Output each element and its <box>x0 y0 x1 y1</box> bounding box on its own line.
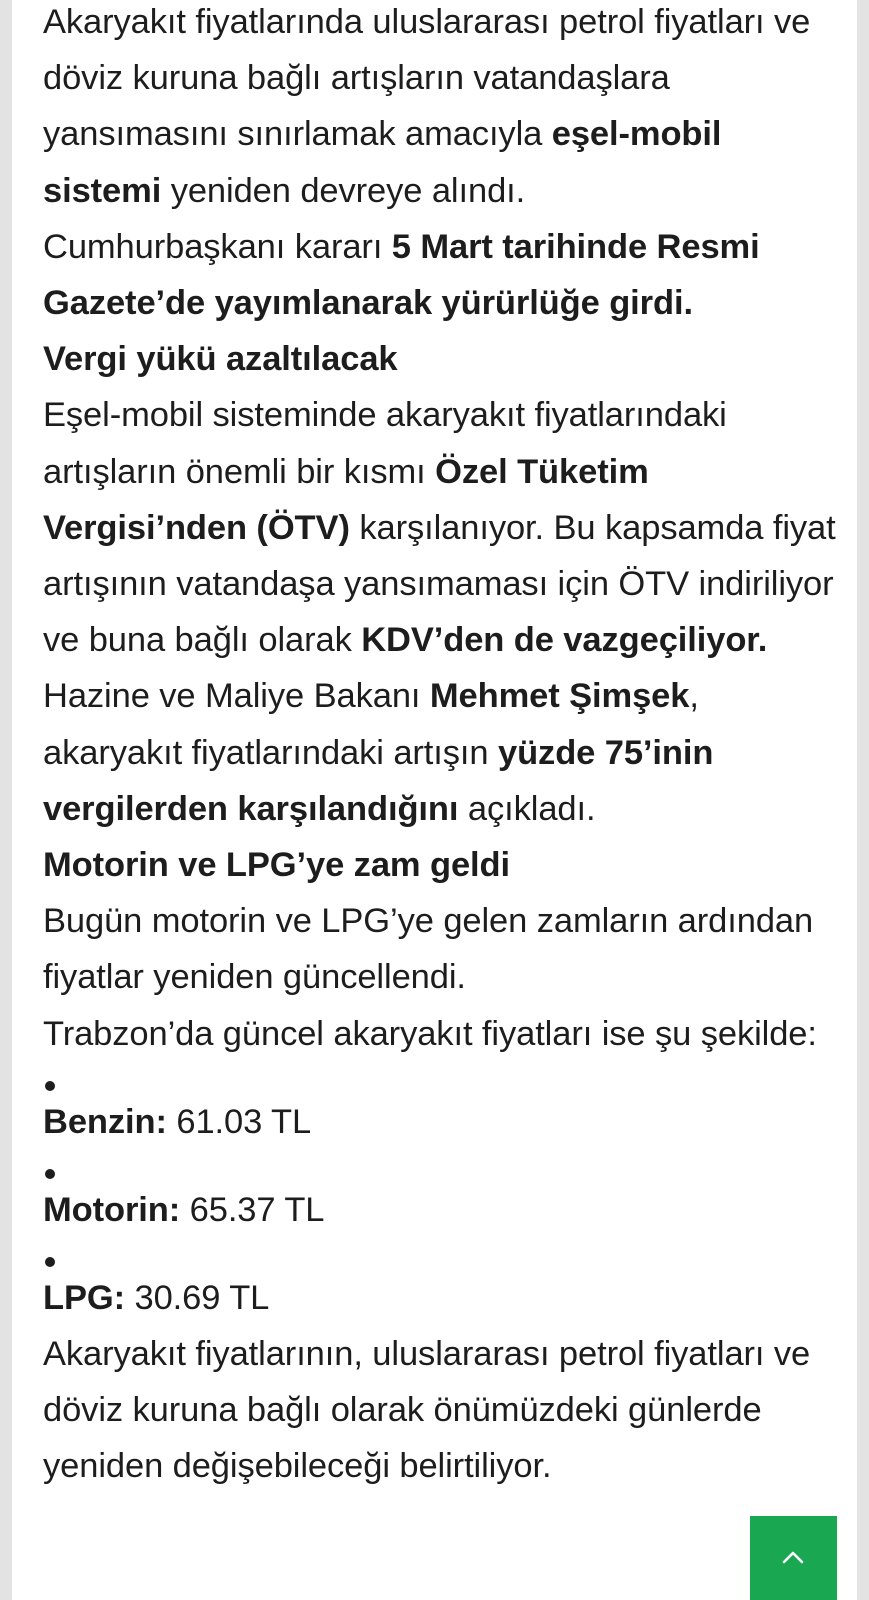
paragraph-text: Akaryakıt fiyatlarında uluslararası petrol fiyatları ve döviz kuruna bağlı artışların vatandaşlara yansımasını sınırlamak amacıyla <box>43 3 811 154</box>
bold-text: eşel-mobil sistemi <box>43 115 722 210</box>
price-item-lpg <box>43 1238 843 1326</box>
paragraph-text: , akaryakıt fiyatlarındaki artışın <box>43 677 699 772</box>
bold-text: KDV’den de vazgeçiliyor. <box>361 621 768 660</box>
fuel-price-list <box>43 1062 843 1326</box>
price-label: Motorin: <box>43 1190 181 1229</box>
bullet-dot <box>45 1169 55 1179</box>
price-label: Benzin: <box>43 1102 167 1141</box>
paragraph-text: karşılanıyor. Bu kapsamda fiyat artışının vatandaşa yansımaması için ÖTV indiriliyor ve buna bağlı olarak <box>43 508 836 660</box>
price-value: 61.03 TL <box>166 1102 312 1141</box>
price-item-motorin <box>43 1150 843 1238</box>
price-value: 30.69 TL <box>125 1278 270 1317</box>
paragraph-belirtiliyor: Akaryakıt fiyatlarının, uluslararası petrol fiyatları ve döviz kuruna bağlı olarak önümüzdeki günlerde yeniden değişebileceği belirtiliyor. <box>43 1334 811 1486</box>
bold-text: Mehmet Şimşek <box>429 677 690 716</box>
chevron-up-icon <box>782 1550 804 1564</box>
bullet-dot <box>45 1257 55 1267</box>
price-label: LPG: <box>43 1278 126 1317</box>
article-body <box>43 0 843 1494</box>
paragraph-text: yeniden devreye alındı. <box>161 171 526 210</box>
price-item-benzin <box>43 1062 843 1150</box>
paragraph-guncellendi: Bugün motorin ve LPG’ye gelen zamların ardından fiyatlar yeniden güncellendi. <box>43 902 814 997</box>
paragraph-text: Hazine ve Maliye Bakanı <box>43 677 430 716</box>
bullet-dot <box>45 1081 55 1091</box>
paragraph-resmi-gazete <box>43 219 843 331</box>
paragraph-text: Eşel-mobil sisteminde akaryakıt fiyatlarındaki artışların önemli bir kısmı <box>43 396 727 491</box>
paragraph-otv <box>43 387 843 668</box>
paragraph-text: açıkladı. <box>458 789 596 828</box>
bold-text: 5 Mart tarihinde Resmi Gazete’de yayımlanarak yürürlüğe girdi. <box>43 227 760 323</box>
paragraph-simsek <box>43 668 843 837</box>
bold-text: Özel Tüketim Vergisi’nden (ÖTV) <box>43 452 649 547</box>
paragraph-trabzon: Trabzon’da güncel akaryakıt fiyatları ise şu şekilde: <box>43 1014 817 1053</box>
price-value: 65.37 TL <box>180 1190 325 1229</box>
subheading-vergi: Vergi yükü azaltılacak <box>43 340 398 379</box>
subheading-zam: Motorin ve LPG’ye zam geldi <box>43 846 510 885</box>
scroll-to-top-button[interactable] <box>750 1516 837 1600</box>
paragraph-text: Cumhurbaşkanı kararı <box>43 227 392 266</box>
paragraph-esel-mobil <box>43 0 843 219</box>
page <box>12 0 857 1600</box>
bold-text: yüzde 75’inin vergilerden karşılandığını <box>43 733 714 828</box>
